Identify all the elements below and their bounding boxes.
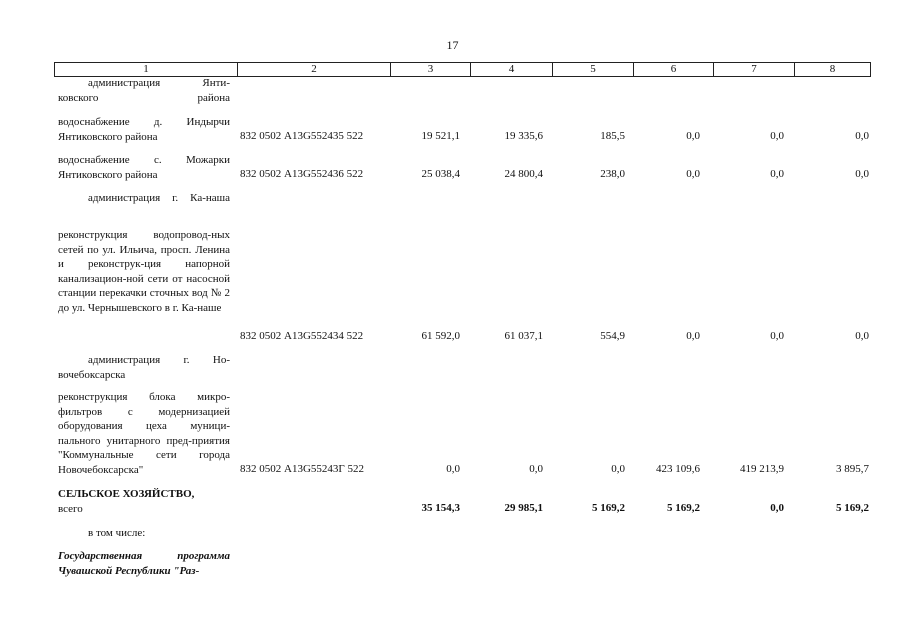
header-col-6: 6 <box>634 63 714 76</box>
row-label-state-program: Государственная программа Чувашской Республики "Раз- <box>58 550 230 577</box>
row-label-reconstruction-kanash: реконструкция водопровод-ных сетей по ул. Ильича, просп. Ленина и реконструк-ция напорной канализацион-ной сети от насосной станции перекачки сточных вод № 2 до ул. Чернышевского в г. Ка-наше <box>58 229 230 314</box>
row-label-admin-yantikovo: администрация Янти-ковского района <box>58 77 230 104</box>
row-code: 832 0502 А13G55243Г 522 <box>240 463 364 475</box>
row-label-admin-kanash: администрация г. Ка-наша <box>88 192 230 204</box>
header-col-1: 1 <box>55 63 238 76</box>
row-value-col4: 29 985,1 <box>504 502 543 514</box>
row-label-agriculture-total <box>58 487 230 516</box>
row-value-col6: 423 109,6 <box>656 463 700 475</box>
row-value-col5: 0,0 <box>611 463 625 475</box>
row-value-col5: 238,0 <box>600 168 625 180</box>
row-value-col3: 0,0 <box>446 463 460 475</box>
row-value-col8: 3 895,7 <box>836 463 869 475</box>
row-value-col4: 61 037,1 <box>504 330 543 342</box>
row-value-col8: 0,0 <box>855 130 869 142</box>
row-code: 832 0502 А13G552435 522 <box>240 130 364 142</box>
row-value-col7: 0,0 <box>770 168 784 180</box>
row-value-col6: 0,0 <box>686 130 700 142</box>
header-col-8: 8 <box>795 63 871 76</box>
row-code: 832 0502 А13G552434 522 <box>240 330 364 342</box>
row-value-col6: 5 169,2 <box>667 502 700 514</box>
row-label-water-mozharki: водоснабжение с. Можарки Янтиковского района <box>58 154 230 181</box>
header-col-3: 3 <box>391 63 471 76</box>
row-value-col7: 419 213,9 <box>740 463 784 475</box>
row-value-col4: 19 335,6 <box>504 130 543 142</box>
row-label-water-indyrchi: водоснабжение д. Индырчи Янтиковского района <box>58 116 230 143</box>
row-value-col7: 0,0 <box>770 130 784 142</box>
section-heading: СЕЛЬСКОЕ ХОЗЯЙСТВО, <box>58 488 195 500</box>
row-value-col4: 0,0 <box>529 463 543 475</box>
row-value-col8: 0,0 <box>855 168 869 180</box>
row-value-col6: 0,0 <box>686 330 700 342</box>
row-label-including: в том числе: <box>88 527 146 539</box>
row-value-col5: 5 169,2 <box>592 502 625 514</box>
page-number: 17 <box>446 38 459 52</box>
row-value-col8: 0,0 <box>855 330 869 342</box>
header-col-2: 2 <box>238 63 391 76</box>
row-value-col7: 0,0 <box>770 502 784 514</box>
header-col-4: 4 <box>471 63 553 76</box>
section-heading-suffix: всего <box>58 502 83 515</box>
row-value-col7: 0,0 <box>770 330 784 342</box>
row-value-col4: 24 800,4 <box>504 168 543 180</box>
header-col-5: 5 <box>553 63 634 76</box>
header-col-7: 7 <box>714 63 795 76</box>
row-value-col6: 0,0 <box>686 168 700 180</box>
row-value-col3: 61 592,0 <box>421 330 460 342</box>
row-value-col3: 35 154,3 <box>421 502 460 514</box>
row-value-col5: 185,5 <box>600 130 625 142</box>
row-value-col8: 5 169,2 <box>836 502 869 514</box>
row-value-col3: 25 038,4 <box>421 168 460 180</box>
row-label-admin-novocheboksarsk: администрация г. Но-вочебоксарска <box>58 354 230 381</box>
table-header <box>54 62 871 77</box>
row-value-col5: 554,9 <box>600 330 625 342</box>
row-value-col3: 19 521,1 <box>421 130 460 142</box>
row-label-microfilter-reconstruction: реконструкция блока микро-фильтров с модернизацией оборудования цеха муници-пального унитарного пред-приятия "Коммунальные сети города Новочебоксарска" <box>58 391 230 476</box>
row-code: 832 0502 А13G552436 522 <box>240 168 364 180</box>
